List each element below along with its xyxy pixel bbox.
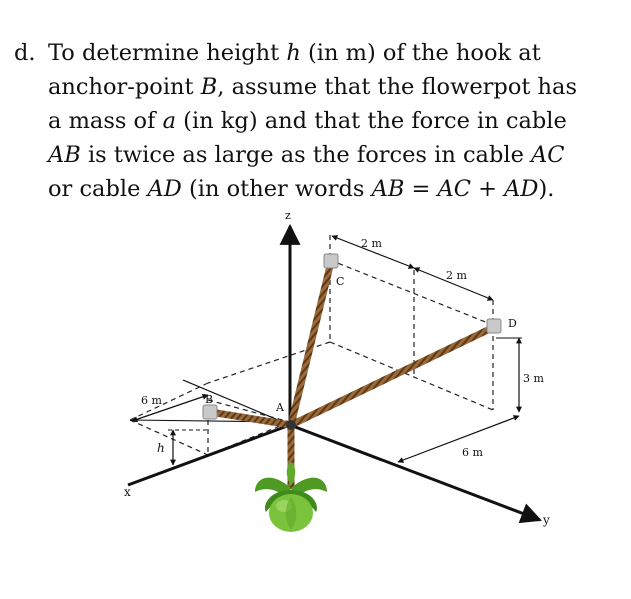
cable-ad	[291, 327, 494, 425]
cable-ac	[291, 262, 331, 425]
y-axis-label: y	[543, 513, 550, 527]
dim-x-dist-label: 6 m	[141, 394, 162, 407]
x-axis-label: x	[124, 485, 131, 499]
point-d-label: D	[508, 317, 517, 330]
coordinate-axes	[128, 226, 540, 520]
cables	[210, 262, 494, 486]
dim-cd-top-label: 2 m	[361, 237, 382, 250]
cable-diagram	[0, 200, 631, 599]
dim-h-label: h	[157, 441, 165, 455]
problem-label: d.	[14, 40, 36, 66]
problem-line-4: AB is twice as large as the forces in cable AC	[48, 142, 565, 168]
dim-height-d-label: 3 m	[523, 372, 544, 385]
dim-y-dist-label: 6 m	[462, 446, 483, 459]
point-b-label: B	[205, 393, 214, 406]
point-a-label: A	[276, 401, 284, 414]
y-axis	[290, 425, 540, 520]
problem-line-2: anchor-point B, assume that the flowerpot has	[48, 74, 578, 100]
problem-line-5: or cable AD (in other words AB = AC + AD).	[48, 176, 555, 202]
dim-y-dist	[398, 416, 519, 462]
problem-line-1: To determine height h (in m) of the hook at	[48, 40, 541, 66]
point-c-label: C	[336, 275, 345, 288]
problem-line-3: a mass of a (in kg) and that the force in cable	[48, 108, 567, 134]
z-axis-label: z	[285, 209, 291, 222]
flowerpot-icon	[255, 462, 327, 532]
x-axis	[128, 425, 290, 485]
dim-cd-right-label: 2 m	[446, 269, 467, 282]
problem-statement	[14, 36, 614, 206]
